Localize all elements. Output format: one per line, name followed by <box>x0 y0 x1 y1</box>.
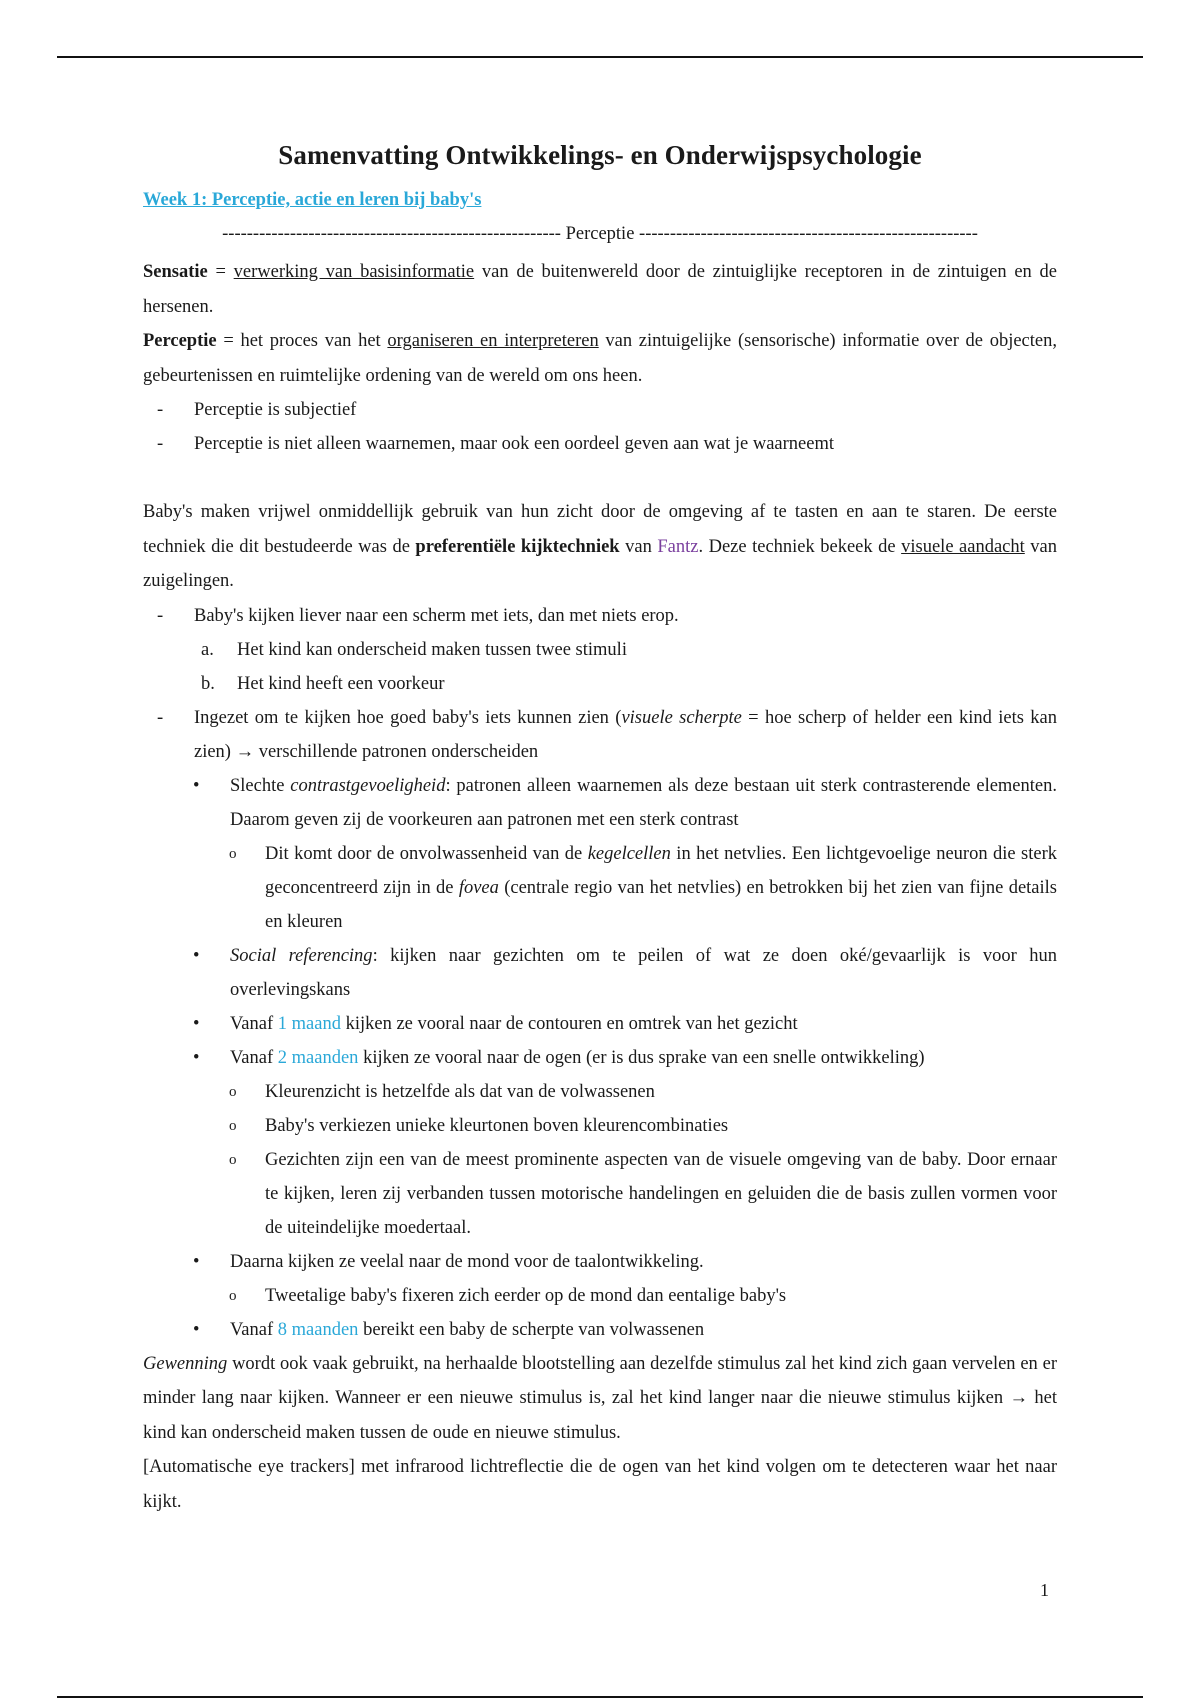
list-item <box>143 427 1057 461</box>
list-item <box>143 667 1057 701</box>
letter-marker: a. <box>201 639 214 660</box>
sensatie-rest: van de buitenwereld door de zintuiglijke receptoren in de zintuigen en de hersenen. <box>143 262 1057 317</box>
circle-marker: o <box>229 845 237 862</box>
list-item-text: Slechte <box>230 775 291 796</box>
list-item-text: Perceptie is niet alleen waarnemen, maar ook een oordeel geven aan wat je waarneemt <box>194 434 834 454</box>
eyetrackers-paragraph: [Automatische eye trackers] met infrarood lichtreflectie die de ogen van het kind volgen om te detecteren waar het naar kijkt. <box>143 1457 1057 1512</box>
list-item-text: Baby's verkiezen unieke kleurtonen boven kleurencombinaties <box>265 1115 729 1136</box>
circle-marker: o <box>229 1117 237 1134</box>
list-item-text: : patronen alleen waarnemen als deze bestaan uit sterk contrasterende elementen. Daarom geven zij de voorkeuren aan patronen met een sterk contrast <box>230 775 1057 830</box>
list-item-text: (centrale regio van het netvlies) en betrokken bij het zien van fijne details en kleuren <box>265 877 1057 932</box>
bullet-marker: • <box>193 1319 200 1340</box>
document-page <box>143 140 1057 1519</box>
list-item-text: = hoe scherp of helder een kind iets kan zien) → verschillende patronen onderscheiden <box>194 707 1057 762</box>
list-item <box>143 769 1057 837</box>
italic-term: visuele scherpte <box>621 707 742 728</box>
list-item-text: Het kind heeft een voorkeur <box>237 673 445 694</box>
list-item-text: Baby's kijken liever naar een scherm met iets, dan met niets erop. <box>194 605 679 626</box>
list-item <box>143 701 1057 769</box>
babys-bold-term: preferentiële kijktechniek <box>415 536 620 557</box>
list-item-text: kijken ze vooral naar de contouren en omtrek van het gezicht <box>340 1013 798 1034</box>
highlighted-age: 8 maanden <box>277 1319 359 1340</box>
list-item <box>143 599 1057 633</box>
paragraph-gap <box>143 461 1057 495</box>
highlighted-age: 2 maanden <box>277 1047 359 1068</box>
list-item <box>143 837 1057 939</box>
sensatie-eq: = <box>207 262 234 282</box>
italic-term: Social referencing <box>230 945 373 966</box>
bullet-marker: • <box>193 775 200 796</box>
highlighted-age: 1 maand <box>277 1013 341 1034</box>
list-item-text: Tweetalige baby's fixeren zich eerder op de mond dan eentalige baby's <box>265 1285 787 1306</box>
week-heading[interactable]: Week 1: Perceptie, actie en leren bij baby's <box>143 190 482 210</box>
list-item-text: bereikt een baby de scherpte van volwassenen <box>358 1319 705 1340</box>
section-divider: ------------------------------------------------------- Perceptie ------------------------------------------------------- <box>222 224 978 244</box>
circle-marker: o <box>229 1083 237 1100</box>
list-item-text: Perceptie is subjectief <box>194 400 357 420</box>
list-item <box>143 1109 1057 1143</box>
list-item-text: Dit komt door de onvolwassenheid van de <box>265 843 588 864</box>
list-item <box>143 1041 1057 1075</box>
list-item <box>143 1313 1057 1347</box>
babys-text-3: . Deze techniek bekeek de <box>698 536 902 557</box>
italic-term: Gewenning <box>143 1353 228 1374</box>
bullet-marker: • <box>193 945 200 966</box>
document-title: Samenvatting Ontwikkelings- en Onderwijspsychologie <box>278 140 922 170</box>
sensatie-term: Sensatie <box>143 262 208 282</box>
dash-marker: - <box>157 707 164 728</box>
circle-marker: o <box>229 1151 237 1168</box>
list-item-text: Daarna kijken ze veelal naar de mond voor de taalontwikkeling. <box>230 1251 704 1272</box>
babys-text-1: Baby's maken vrijwel onmiddellijk gebruik van hun zicht door de omgeving af te tasten en aan te staren. De eerste techniek die dit bestudeerde was de <box>143 502 1057 557</box>
page-number: 1 <box>1040 1580 1049 1600</box>
dash-marker: - <box>157 434 164 454</box>
list-item-text: kijken ze vooral naar de ogen (er is dus sprake van een snelle ontwikkeling) <box>358 1047 925 1068</box>
perceptie-term: Perceptie <box>143 331 217 351</box>
fantz-name: Fantz <box>657 536 699 557</box>
babys-paragraph <box>143 495 1057 599</box>
italic-term: fovea <box>458 877 499 898</box>
list-item <box>143 1245 1057 1279</box>
dash-marker: - <box>157 605 164 626</box>
list-item-text: Gezichten zijn een van de meest prominente aspecten van de visuele omgeving van de baby. Door ernaar te kijken, leren zij verbanden tussen motorische handelingen en geluiden die de basis zullen vormen voor de uiteindelijke moedertaal. <box>265 1149 1057 1238</box>
letter-marker: b. <box>201 673 215 694</box>
perceptie-pre: = het proces van het <box>216 331 388 351</box>
dash-marker: - <box>157 400 164 420</box>
italic-term: kegelcellen <box>587 843 671 864</box>
perceptie-rest: van zintuigelijke (sensorische) informatie over de objecten, gebeurtenissen en ruimtelijke ordening van de wereld om ons heen. <box>143 331 1057 386</box>
sensatie-paragraph <box>143 255 1057 324</box>
gewenning-paragraph <box>143 1347 1057 1451</box>
bottom-rule <box>57 1696 1143 1698</box>
top-rule <box>57 56 1143 58</box>
babys-text-4: van zuigelingen. <box>143 536 1058 591</box>
list-item-text: Vanaf <box>230 1013 278 1034</box>
sensatie-underlined: verwerking van basisinformatie <box>233 262 475 282</box>
bullet-marker: • <box>193 1047 200 1068</box>
list-item <box>143 1143 1057 1245</box>
italic-term: contrastgevoeligheid <box>290 775 446 796</box>
list-item-text: Vanaf <box>230 1047 278 1068</box>
babys-underlined: visuele aandacht <box>901 536 1025 557</box>
list-item <box>143 1075 1057 1109</box>
list-item <box>143 393 1057 427</box>
list-item <box>143 633 1057 667</box>
list-item-text: Kleurenzicht is hetzelfde als dat van de volwassenen <box>265 1081 655 1102</box>
circle-marker: o <box>229 1287 237 1304</box>
perceptie-underlined: organiseren en interpreteren <box>387 331 599 351</box>
bullet-marker: • <box>193 1013 200 1034</box>
list-item-text: Ingezet om te kijken hoe goed baby's iets kunnen zien ( <box>194 707 622 728</box>
list-item <box>143 1007 1057 1041</box>
list-item-text: Vanaf <box>230 1319 278 1340</box>
perceptie-paragraph <box>143 324 1057 393</box>
bullet-marker: • <box>193 1251 200 1272</box>
list-item <box>143 1279 1057 1313</box>
list-item-text: in het netvlies. Een lichtgevoelige neuron die sterk geconcentreerd zijn in de <box>265 843 1057 898</box>
list-item-text: : kijken naar gezichten om te peilen of wat ze doen oké/gevaarlijk is voor hun overlevingskans <box>230 945 1057 1000</box>
list-item <box>143 939 1057 1007</box>
list-item-text: Het kind kan onderscheid maken tussen twee stimuli <box>237 639 627 660</box>
gewenning-text: wordt ook vaak gebruikt, na herhaalde blootstelling aan dezelfde stimulus zal het kind zich gaan vervelen en er minder lang naar kijken. Wanneer er een nieuwe stimulus is, zal het kind langer naar die nieuwe stimulus kijken → het kind kan onderscheid maken tussen de oude en nieuwe stimulus. <box>143 1353 1057 1443</box>
babys-text-2: van <box>619 536 658 557</box>
